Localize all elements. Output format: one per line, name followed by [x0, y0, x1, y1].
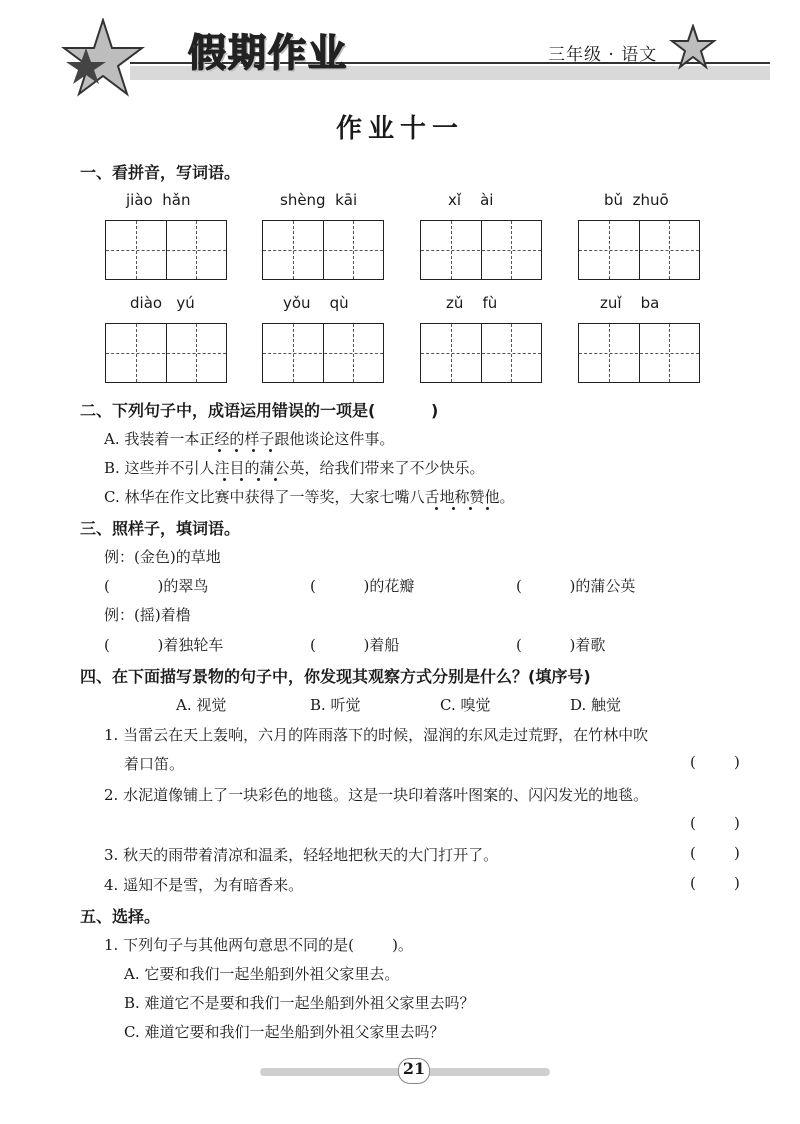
section5-heading: 五、选择。 [80, 907, 161, 926]
question-1: 1. 当雷云在天上轰响，六月的阵雨落下的时候，湿润的东风走过荒野，在竹林中吹 [104, 726, 649, 744]
answer-blank[interactable]: ( ) [690, 874, 740, 892]
question-4: 4. 遥知不是雪，为有暗香来。 [104, 876, 304, 894]
fill-blank[interactable]: ( )着歌 [516, 636, 606, 654]
header-grade: 三年级 · 语文 [548, 45, 658, 65]
header-title: 假期作业 [188, 31, 349, 75]
writing-grid[interactable] [262, 323, 384, 383]
pinyin-label: yǒu qù [283, 294, 349, 312]
option-b: B. 这些并不引人注目的蒲公英，给我们带来了不少快乐。 [104, 459, 485, 477]
star-decoration-right-icon [668, 24, 718, 70]
writing-grid[interactable] [420, 220, 542, 280]
writing-grid[interactable] [420, 323, 542, 383]
pinyin-label: jiào hǎn [126, 191, 191, 209]
option-c: C. 难道它要和我们一起坐船到外祖父家里去吗？ [124, 1023, 445, 1041]
writing-grid[interactable] [262, 220, 384, 280]
pinyin-label: bǔ zhuō [604, 191, 669, 209]
section1-heading: 一、看拼音，写词语。 [80, 163, 241, 182]
emphasis-dot [235, 449, 238, 452]
select-question-1: 1. 下列句子与其他两句意思不同的是( )。 [104, 936, 413, 954]
answer-blank[interactable]: ( ) [690, 844, 740, 862]
option-b: B. 难道它不是要和我们一起坐船到外祖父家里去吗？ [124, 994, 475, 1012]
emphasis-dot [269, 449, 272, 452]
fill-blank[interactable]: ( )着独轮车 [104, 636, 224, 654]
writing-grid[interactable] [105, 323, 227, 383]
emphasis-dot [435, 507, 438, 510]
choice-a: A. 视觉 [176, 696, 227, 714]
pinyin-label: zǔ fù [446, 294, 498, 312]
pinyin-label: xǐ ài [448, 191, 494, 209]
question-3: 3. 秋天的雨带着清凉和温柔，轻轻地把秋天的大门打开了。 [104, 846, 499, 864]
fill-blank[interactable]: ( )着船 [310, 636, 400, 654]
answer-blank[interactable]: ( ) [690, 814, 740, 832]
writing-grid[interactable] [578, 220, 700, 280]
section3-heading: 三、照样子，填词语。 [80, 519, 241, 538]
emphasis-dot [257, 478, 260, 481]
emphasis-dot [486, 507, 489, 510]
example-2: 例：(摇)着橹 [104, 606, 191, 624]
pinyin-label: diào yú [130, 294, 195, 312]
option-a: A. 我装着一本正经的样子跟他谈论这件事。 [104, 430, 395, 448]
question-2: 2. 水泥道像铺上了一块彩色的地毯。这是一块印着落叶图案的、闪闪发光的地毯。 [104, 786, 649, 804]
star-decoration-left-icon [58, 18, 148, 98]
choice-c: C. 嗅觉 [440, 696, 491, 714]
emphasis-dot [218, 449, 221, 452]
emphasis-dot [252, 449, 255, 452]
section4-heading: 四、在下面描写景物的句子中，你发现其观察方式分别是什么？(填序号) [80, 667, 591, 686]
pinyin-label: zuǐ ba [600, 294, 660, 312]
fill-blank[interactable]: ( )的翠鸟 [104, 577, 209, 595]
choice-b: B. 听觉 [310, 696, 361, 714]
emphasis-dot [452, 507, 455, 510]
page-number: 21 [398, 1058, 430, 1084]
emphasis-dot [223, 478, 226, 481]
emphasis-dot [274, 478, 277, 481]
emphasis-dot [469, 507, 472, 510]
page-title: 作业十一 [335, 114, 464, 144]
writing-grid[interactable] [105, 220, 227, 280]
option-a: A. 它要和我们一起坐船到外祖父家里去。 [124, 965, 400, 983]
emphasis-dot [240, 478, 243, 481]
section2-heading: 二、下列句子中，成语运用错误的一项是( ) [80, 401, 439, 420]
example-1: 例：(金色)的草地 [104, 548, 221, 566]
question-1-cont: 着口笛。 [124, 755, 185, 773]
pinyin-label: shèng kāi [280, 191, 358, 209]
option-c: C. 林华在作文比赛中获得了一等奖，大家七嘴八舌地称赞他。 [104, 488, 515, 506]
answer-blank[interactable]: ( ) [690, 753, 740, 771]
choice-d: D. 触觉 [570, 696, 622, 714]
writing-grid[interactable] [578, 323, 700, 383]
fill-blank[interactable]: ( )的花瓣 [310, 577, 415, 595]
fill-blank[interactable]: ( )的蒲公英 [516, 577, 636, 595]
